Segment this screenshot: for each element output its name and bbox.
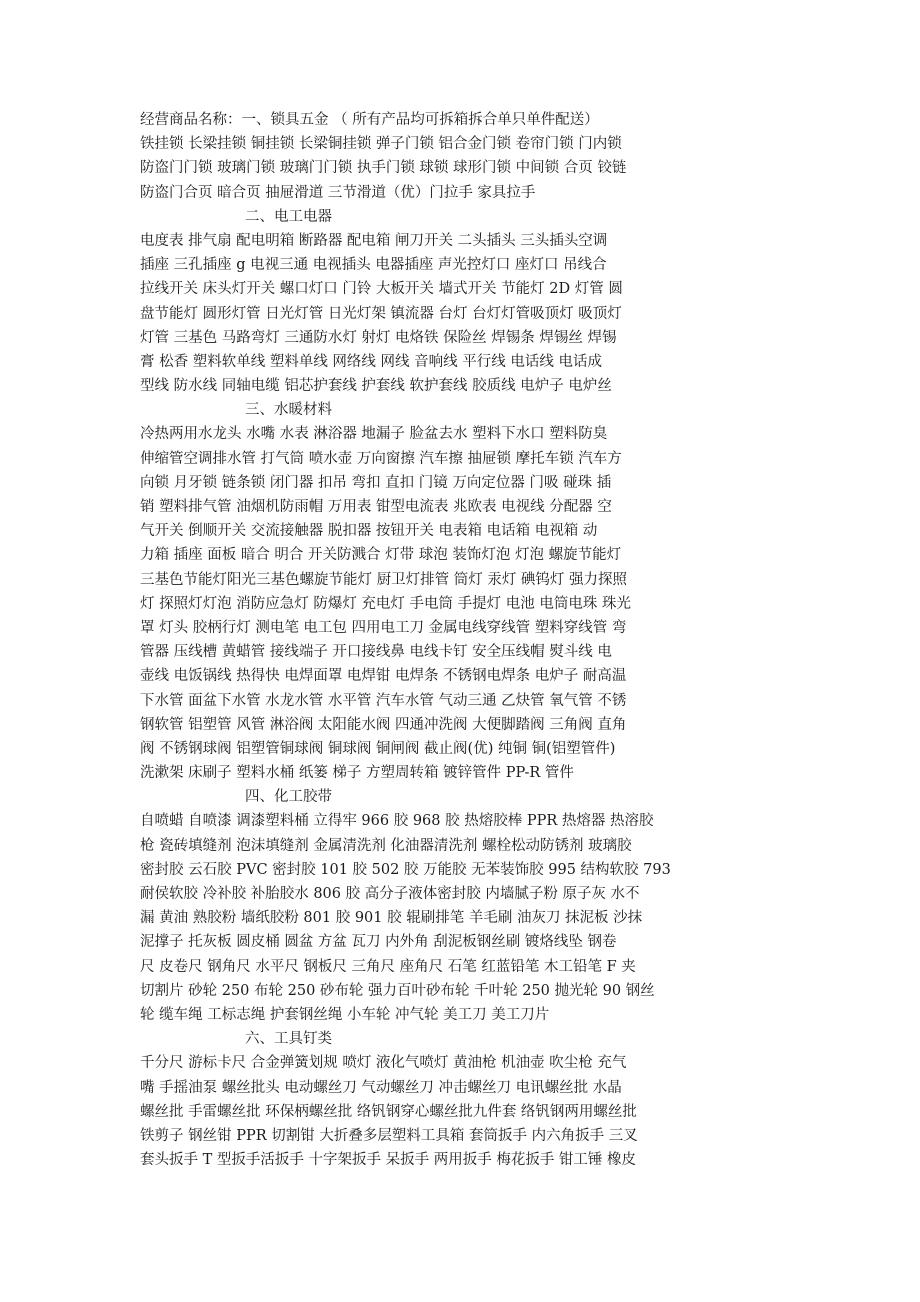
text-line: 下水管 面盆下水管 水龙水管 水平管 汽车水管 气动三通 乙炔管 氧气管 不锈 bbox=[140, 692, 627, 709]
text-line: 冷热两用水龙头 水嘴 水表 淋浴器 地漏子 脸盆去水 塑料下水口 塑料防臭 bbox=[140, 426, 608, 443]
section-heading bbox=[0, 205, 920, 229]
text-line: 气开关 倒顺开关 交流接触器 脱扣器 按钮开关 电表箱 电话箱 电视箱 动 bbox=[140, 523, 598, 540]
text-line: 套头扳手 T 型扳手活扳手 十字架扳手 呆扳手 两用扳手 梅花扳手 钳工锤 橡皮 bbox=[140, 1152, 637, 1169]
text-line: 嘴 手摇油泵 螺丝批头 电动螺丝刀 气动螺丝刀 冲击螺丝刀 电讯螺丝批 水晶 bbox=[140, 1079, 622, 1096]
text-line: 灯 探照灯灯泡 消防应急灯 防爆灯 充电灯 手电筒 手提灯 电池 电筒电珠 珠光 bbox=[140, 595, 631, 612]
text-line: 洗漱架 床刷子 塑料水桶 纸篓 梯子 方塑周转箱 镀锌管件 PP-R 管件 bbox=[140, 765, 574, 782]
text-line: 阀 不锈钢球阀 铝塑管铜球阀 铜球阀 铜闸阀 截止阀(优) 纯铜 铜(铝塑管件) bbox=[140, 740, 616, 757]
text-line: 铁剪子 钢丝钳 PPR 切割钳 大折叠多层塑料工具箱 套筒扳手 内六角扳手 三叉 bbox=[140, 1127, 638, 1144]
text-line: 膏 松香 塑料软单线 塑料单线 网络线 网线 音响线 平行线 电话线 电话成 bbox=[140, 353, 602, 370]
text-line: 枪 瓷砖填缝剂 泡沫填缝剂 金属清洗剂 化油器清洗剂 螺栓松动防锈剂 玻璃胶 bbox=[140, 837, 632, 854]
text-line: 型线 防水线 同轴电缆 铝芯护套线 护套线 软护套线 胶质线 电炉子 电炉丝 bbox=[140, 378, 612, 395]
text-line: 钢软管 铝塑管 风管 淋浴阀 太阳能水阀 四通冲洗阀 大便脚踏阀 三角阀 直角 bbox=[140, 716, 627, 733]
document-page bbox=[0, 108, 920, 1172]
text-line: 向锁 月牙锁 链条锁 闭门器 扣吊 弯扣 直扣 门镜 万向定位器 门吸 碰珠 插 bbox=[140, 474, 612, 491]
text-line: 切割片 砂轮 250 布轮 250 砂布轮 强力百叶砂布轮 千叶轮 250 抛光轮 90 钢丝 bbox=[140, 982, 655, 999]
text-line: 盘节能灯 圆形灯管 日光灯管 日光灯架 镇流器 台灯 台灯灯管吸顶灯 吸顶灯 bbox=[140, 305, 622, 322]
text-line: 罩 灯头 胶柄行灯 测电笔 电工包 四用电工刀 金属电线穿线管 塑料穿线管 弯 bbox=[140, 619, 627, 636]
text-line: 插座 三孔插座 g 电视三通 电视插头 电器插座 声光控灯口 座灯口 吊线合 bbox=[140, 257, 607, 274]
section-heading-text: 四、化工胶带 bbox=[245, 789, 332, 806]
text-line: 伸缩管空调排水管 打气筒 喷水壶 万向窗擦 汽车擦 抽屉锁 摩托车锁 汽车方 bbox=[140, 450, 622, 467]
text-line: 防盗门门锁 玻璃门锁 玻璃门门锁 执手门锁 球锁 球形门锁 中间锁 合页 铰链 bbox=[140, 160, 627, 177]
section-heading-text: 三、水暖材料 bbox=[245, 402, 332, 419]
text-line: 三基色节能灯阳光三基色螺旋节能灯 厨卫灯排管 筒灯 汞灯 碘钨灯 强力探照 bbox=[140, 571, 628, 588]
text-line: 螺丝批 手雷螺丝批 环保柄螺丝批 络钒钢穿心螺丝批九件套 络钒钢两用螺丝批 bbox=[140, 1103, 637, 1120]
text-line: 铁挂锁 长梁挂锁 铜挂锁 长梁铜挂锁 弹子门锁 铝合金门锁 卷帘门锁 门内锁 bbox=[140, 136, 622, 153]
text-line: 耐侯软胶 冷补胶 补胎胶水 806 胶 高分子液体密封胶 内墙腻子粉 原子灰 水不 bbox=[140, 886, 640, 902]
text-line: 轮 缆车绳 工标志绳 护套钢丝绳 小车轮 冲气轮 美工刀 美工刀片 bbox=[140, 1006, 550, 1023]
text-line: 防盗门合页 暗合页 抽屉滑道 三节滑道（优）门拉手 家具拉手 bbox=[140, 184, 536, 201]
document-title-line: 经营商品名称：一、锁具五金 （ 所有产品均可拆箱拆合单只单件配送） bbox=[140, 112, 599, 128]
text-line: 泥撑子 托灰板 圆皮桶 圆盆 方盆 瓦刀 内外角 刮泥板钢丝刷 镀烙线坠 钢卷 bbox=[140, 934, 617, 951]
section-heading bbox=[0, 785, 920, 809]
section-heading bbox=[0, 398, 920, 422]
text-line: 漏 黄油 熟胶粉 墙纸胶粉 801 胶 901 胶 辊刷排笔 羊毛刷 油灰刀 抹泥板 沙抹 bbox=[140, 910, 643, 927]
text-line: 灯管 三基色 马路弯灯 三通防水灯 射灯 电烙铁 保险丝 焊锡条 焊锡丝 焊锡 bbox=[140, 329, 617, 346]
text-line: 电度表 排气扇 配电明箱 断路器 配电箱 闸刀开关 二头插头 三头插头空调 bbox=[140, 232, 608, 249]
text-line: 销 塑料排气管 油烟机防雨帽 万用表 钳型电流表 兆欧表 电视线 分配器 空 bbox=[140, 499, 612, 515]
text-line: 壶线 电饭锅线 热得快 电焊面罩 电焊钳 电焊条 不锈钢电焊条 电炉子 耐高温 bbox=[140, 668, 627, 685]
text-line: 尺 皮卷尺 钢角尺 水平尺 钢板尺 三角尺 座角尺 石笔 红蓝铅笔 木工铅笔 F 夹 bbox=[140, 958, 636, 975]
text-line: 拉线开关 床头灯开关 螺口灯口 门铃 大板开关 墙式开关 节能灯 2D 灯管 圆 bbox=[140, 281, 623, 298]
text-line: 管器 压线槽 黄蜡管 接线端子 开口接线鼻 电线卡钉 安全压线帽 熨斗线 电 bbox=[140, 644, 612, 661]
section-heading-text: 二、电工电器 bbox=[245, 208, 332, 225]
section-heading-text: 六、工具钉类 bbox=[245, 1031, 332, 1048]
text-line: 千分尺 游标卡尺 合金弹簧划规 喷灯 液化气喷灯 黄油枪 机油壶 吹尘枪 充气 bbox=[140, 1055, 627, 1072]
text-line: 力箱 插座 面板 暗合 明合 开关防溅合 灯带 球泡 装饰灯泡 灯泡 螺旋节能灯 bbox=[140, 547, 622, 564]
section-heading bbox=[0, 1027, 920, 1051]
text-line: 密封胶 云石胶 PVC 密封胶 101 胶 502 胶 万能胶 无苯装饰胶 995 结构软胶 793 bbox=[140, 861, 671, 878]
text-line: 自喷蜡 自喷漆 调漆塑料桶 立得牢 966 胶 968 胶 热熔胶棒 PPR 热熔器 热溶胶 bbox=[140, 813, 654, 830]
